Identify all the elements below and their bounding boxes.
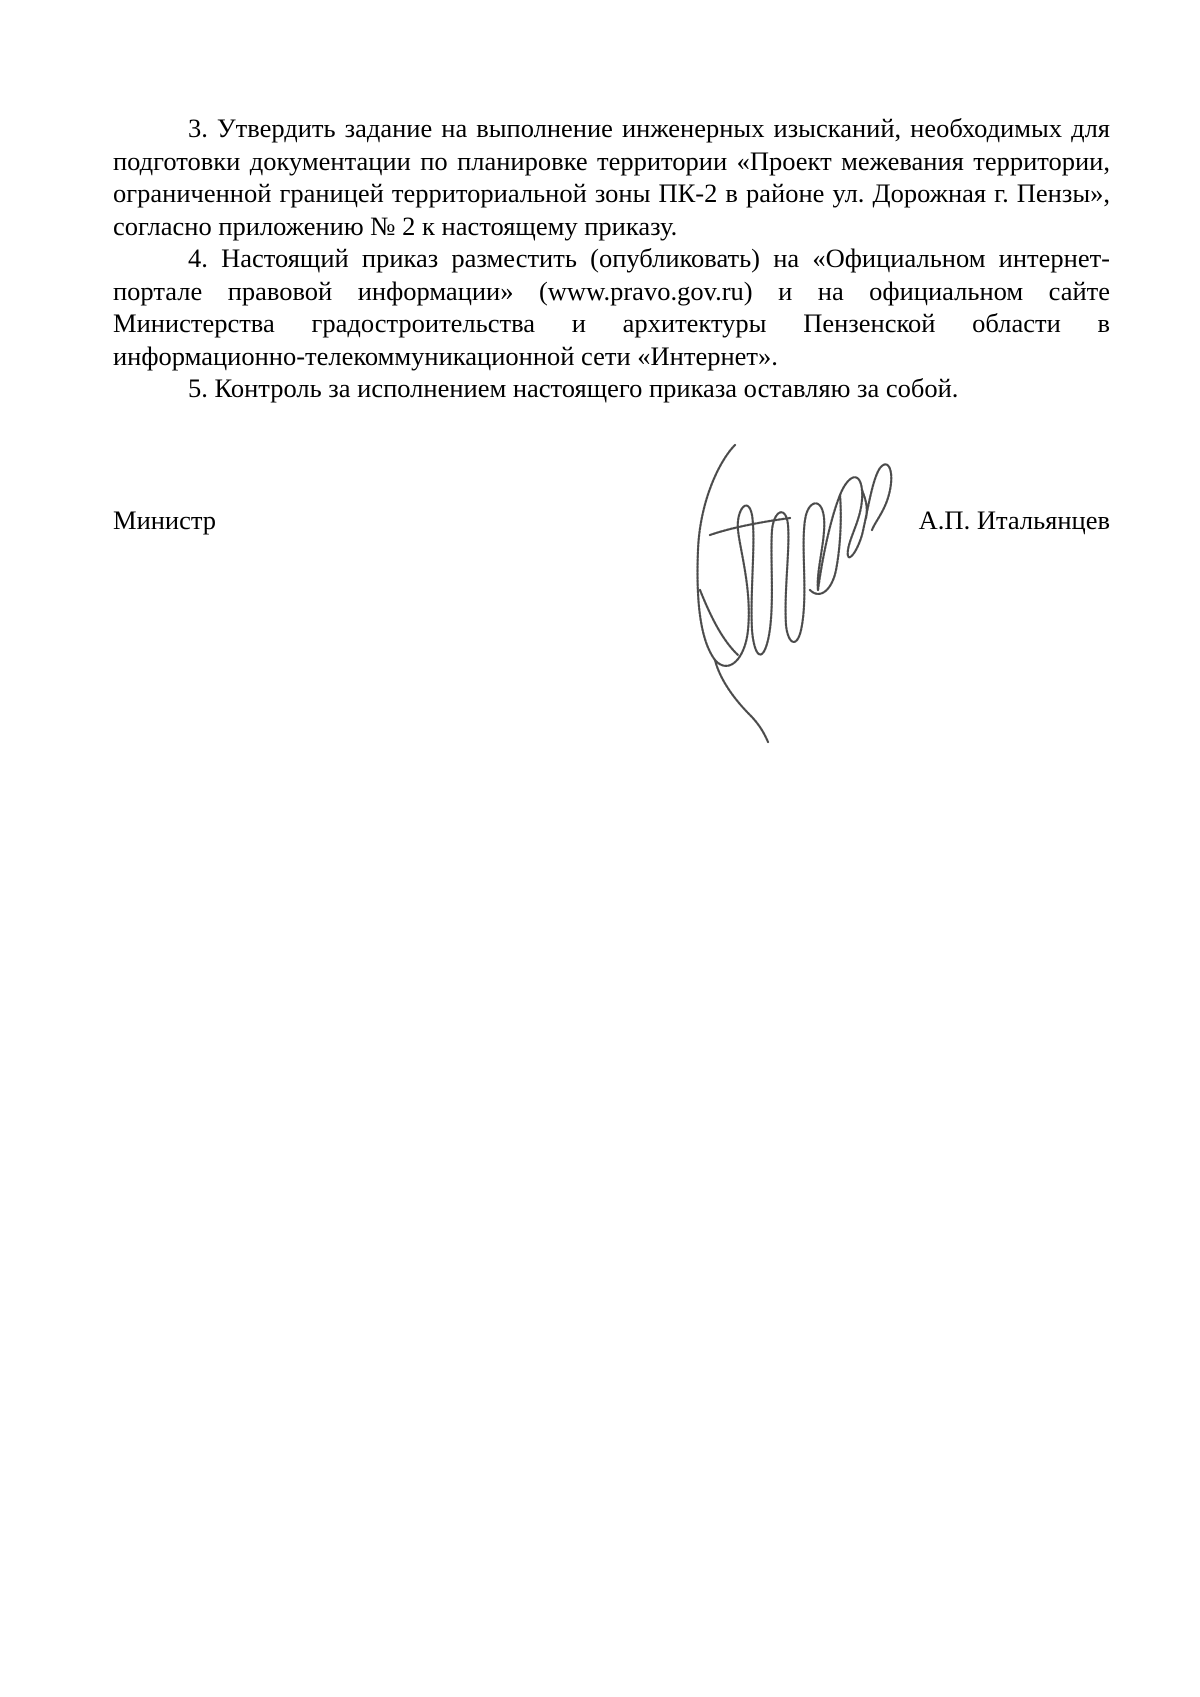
paragraph-item-5: 5. Контроль за исполнением настоящего приказа оставляю за собой. bbox=[188, 373, 959, 403]
document-body bbox=[113, 112, 1110, 405]
handwritten-signature-icon bbox=[690, 440, 895, 745]
paragraph-item-4: 4. Настоящий приказ разместить (опубликовать) на «Официальном интернет-портале правовой информации» (www.pravo.gov.ru) и на официальном сайте Министерства градостроительства и архитектуры Пензенской области в информационно-телекоммуникационной сети «Интернет». bbox=[113, 243, 1110, 371]
signer-name: А.П. Итальянцев bbox=[918, 505, 1110, 535]
signature-block bbox=[113, 504, 1110, 544]
paragraph-item-3: 3. Утвердить задание на выполнение инженерных изысканий, необходимых для подготовки документации по планировке территории «Проект межевания территории, ограниченной границей территориальной зоны ПК-2 в районе ул. Дорожная г. Пензы», согласно приложению № 2 к настоящему приказу. bbox=[113, 113, 1110, 241]
signer-position: Министр bbox=[113, 505, 217, 535]
